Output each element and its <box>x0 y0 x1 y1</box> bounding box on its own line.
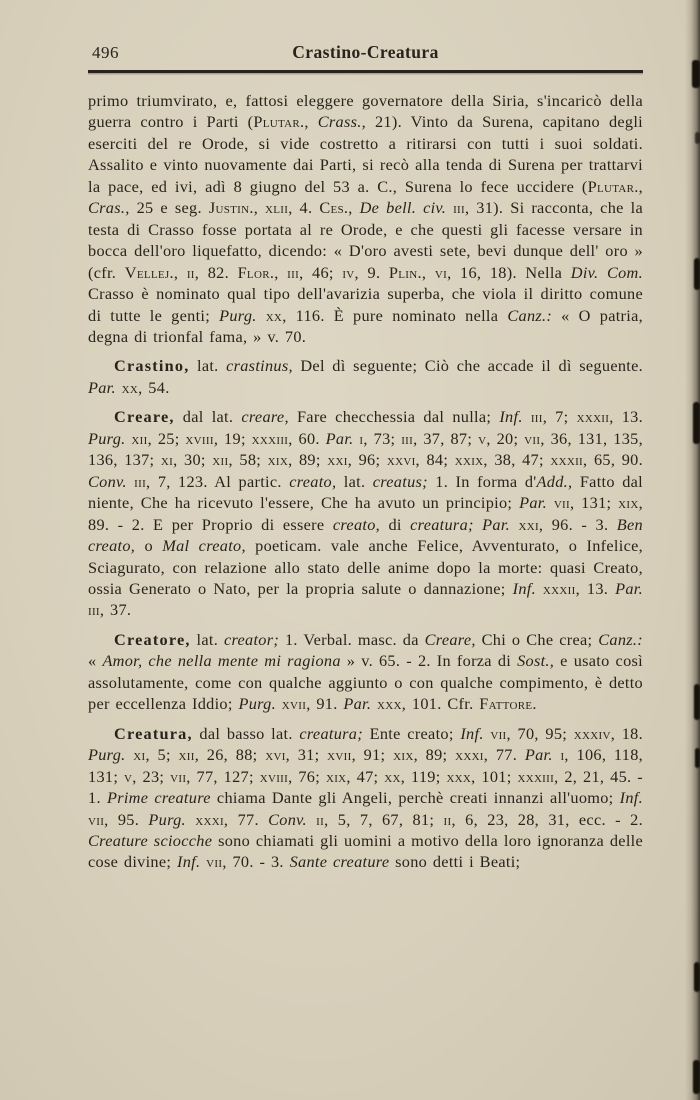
italic-text: Conv. <box>268 809 307 829</box>
entry-headword: Creare, <box>114 407 175 427</box>
text-run: , 131; <box>569 493 619 513</box>
small-caps-text: xxix <box>454 450 484 470</box>
text-run: , 30; <box>173 450 213 470</box>
italic-text: creare, <box>241 407 289 427</box>
text-run: , 26, 88; <box>194 745 266 765</box>
text-run: dal lat. <box>174 407 242 427</box>
text-run: , 31). Si racconta, che la testa di Crasso fosse portata al re Orode, e che questi gli facesse versare in bocca dell'oro liquefatto, dicendo: « D'oro avesti sete, bevi dunque dell' oro » (cfr. <box>88 198 643 282</box>
small-caps-text: vii <box>206 852 223 872</box>
text-run: , 5; <box>145 745 179 765</box>
text-run: , 25; <box>147 428 186 448</box>
small-caps-text: xvi <box>265 745 286 765</box>
italic-text: Purg. <box>88 745 126 765</box>
text-run: , 46; <box>299 262 343 282</box>
header-rule <box>88 70 643 73</box>
small-caps-text: xix <box>325 766 347 786</box>
text-run: sono detti i Beati; <box>389 852 521 872</box>
small-caps-text: i <box>359 428 364 448</box>
small-caps-text: ii <box>186 262 195 282</box>
small-caps-text: xxxiii <box>251 428 289 448</box>
italic-text: Creare, <box>424 629 476 649</box>
entry-headword: Creatore, <box>114 629 191 649</box>
text-run <box>279 263 288 282</box>
text-run: , 96; <box>347 450 387 470</box>
italic-text: Inf. <box>512 578 536 598</box>
small-caps-text: v <box>478 428 487 448</box>
small-caps-text: xxvi <box>386 450 416 470</box>
small-caps-text: xxxi <box>455 745 484 765</box>
text-run <box>258 198 265 217</box>
small-caps-text: Flor., <box>237 262 279 282</box>
text-run <box>536 579 543 598</box>
italic-text: Purg. <box>238 694 276 714</box>
text-run: , 95. <box>104 809 149 829</box>
text-run: Fatto dal niente, Che ha ricevuto l'essere, Che ha avuto un principio; <box>88 471 643 513</box>
text-run: Fare checchessia dal nulla; <box>288 407 500 427</box>
text-run: lat. <box>190 629 224 649</box>
text-run: , 7; <box>542 407 577 427</box>
small-caps-text: xii <box>212 450 229 470</box>
small-caps-text: iv <box>342 262 355 282</box>
text-run: , 6, 23, 28, 31, ecc. - 2. <box>451 809 643 829</box>
small-caps-text: xvii <box>327 745 352 765</box>
text-run <box>307 810 316 829</box>
entry-creatura <box>88 723 643 873</box>
small-caps-text: i <box>560 745 565 765</box>
small-caps-text: vii <box>88 809 105 829</box>
text-run: , 116. È pure nominato nella <box>282 305 508 325</box>
small-caps-text: xxxii <box>550 450 584 470</box>
scan-mark <box>693 402 700 444</box>
entry-creare <box>88 406 643 621</box>
text-run: , 101; <box>471 766 518 786</box>
text-run: , 119; <box>400 766 447 786</box>
text-run: , 77. <box>483 745 525 765</box>
scan-mark <box>693 1060 700 1094</box>
small-caps-text: xxxii <box>542 578 576 598</box>
italic-text: De bell. civ. <box>359 198 447 218</box>
italic-text: Canz.: <box>507 305 553 325</box>
italic-text: Canz.: <box>598 629 643 649</box>
text-run: , 77, 127; <box>186 766 260 786</box>
italic-text: Par. <box>615 578 643 598</box>
small-caps-text: xi <box>133 745 146 765</box>
text-run: , 2, 21, 45. - 1. <box>88 766 644 808</box>
small-caps-text: v <box>124 766 133 786</box>
italic-text: Inf. <box>177 852 201 872</box>
small-caps-text: vii <box>170 766 187 786</box>
small-caps-text: xx <box>121 377 139 397</box>
text-run <box>547 493 554 512</box>
italic-text: Par. <box>482 514 511 534</box>
italic-text: creato, <box>332 514 381 534</box>
text-run <box>257 306 266 325</box>
italic-text: Add., <box>536 471 573 491</box>
text-run: . <box>532 694 537 714</box>
text-run: , 36, 131, 135, 136, 137; <box>88 428 643 470</box>
page-header <box>88 42 643 66</box>
entry-creatore <box>88 629 643 715</box>
text-run <box>178 263 187 282</box>
text-run: , 58; <box>228 450 268 470</box>
italic-text: creatura; <box>299 723 363 743</box>
italic-text: Ben creato, <box>88 514 643 556</box>
italic-text: Purg. <box>219 305 257 325</box>
text-run <box>523 407 531 426</box>
text-run: , 77. <box>223 809 269 829</box>
entry-headword: Crastino, <box>114 356 190 376</box>
text-run: , 38, 47; <box>483 450 551 470</box>
italic-text: crastinus, <box>226 356 293 376</box>
small-caps-text: vii <box>490 723 507 743</box>
italic-text: Conv. <box>88 471 127 491</box>
text-run: , 19; <box>213 428 252 448</box>
scan-mark <box>695 748 700 768</box>
scan-mark <box>694 258 700 290</box>
scan-mark <box>694 684 700 720</box>
small-caps-text: xlii <box>265 198 289 218</box>
italic-text: creato, <box>289 471 337 491</box>
italic-text: Purg. <box>148 809 186 829</box>
small-caps-text: xvii <box>281 694 307 714</box>
text-run: , 20; <box>486 428 525 448</box>
text-run: dal basso lat. <box>192 723 300 743</box>
small-caps-text: xviii <box>185 428 214 448</box>
entry-headword: Creatura, <box>114 723 193 743</box>
italic-text: Inf. <box>619 788 643 808</box>
page-body <box>88 90 643 873</box>
page-number: 496 <box>92 43 119 62</box>
small-caps-text: Ces., <box>319 198 353 218</box>
text-run <box>353 198 360 217</box>
italic-text: creatus; <box>372 471 428 491</box>
text-run: , 7, 123. Al partic. <box>146 471 290 491</box>
small-caps-text: xx <box>265 305 283 325</box>
text-run: 1. Verbal. masc. da <box>279 629 425 649</box>
small-caps-text: xix <box>393 745 414 765</box>
text-run: , 47; <box>346 766 385 786</box>
small-caps-text: iii <box>287 262 300 282</box>
small-caps-text: iii <box>134 471 147 491</box>
text-run: , 91; <box>351 745 394 765</box>
text-run: 1. In forma d' <box>427 471 537 491</box>
entry-crastino <box>88 355 643 398</box>
text-run: « O patria, degna di trionfal fama, » v. 70. <box>88 305 643 346</box>
small-caps-text: xxx <box>446 766 472 786</box>
small-caps-text: vi <box>434 262 448 282</box>
text-run: e usato così assolutamente, come con qualche aggiunto o con qualche compimento, è detto per eccellenza Iddio; <box>88 651 643 714</box>
text-run: , 18. <box>610 723 643 743</box>
small-caps-text: xxxii <box>576 407 610 427</box>
small-caps-text: xii <box>178 745 195 765</box>
italic-text: Par. <box>519 493 547 513</box>
text-run: , <box>638 176 643 196</box>
small-caps-text: xii <box>131 428 148 448</box>
small-caps-text: xxx <box>377 694 402 714</box>
text-run: , 37. <box>99 600 132 620</box>
small-caps-text: Fattore <box>479 694 533 714</box>
text-run: Chi o Che crea; <box>475 629 599 649</box>
small-caps-text: ii <box>316 809 325 829</box>
text-run: , 84; <box>415 450 455 470</box>
scan-mark <box>694 962 700 992</box>
italic-text: Creature sciocche <box>88 830 213 850</box>
text-run: , 23; <box>132 766 171 786</box>
paragraph-crasso-continuation <box>88 90 643 347</box>
text-run: , 5, 7, 67, 81; <box>324 809 444 829</box>
italic-text: Div. Com. <box>570 262 643 282</box>
italic-text: Inf. <box>460 723 484 743</box>
italic-text: Sante creature <box>289 852 390 872</box>
text-run: primo triumvirato, e, fattosi eleggere governatore della Siria, s'incaricò della guerra contro i Parti ( <box>88 91 643 132</box>
text-run: chiama Dante gli Angeli, perchè creati innanzi all'uomo; <box>210 788 620 808</box>
text-run: , 4. <box>288 198 320 218</box>
text-run: lat. <box>336 471 373 491</box>
italic-text: Crass., <box>317 112 367 132</box>
italic-text: Mal creato, <box>162 536 246 556</box>
small-caps-text: xix <box>267 450 289 470</box>
small-caps-text: vii <box>553 493 570 513</box>
text-run: , 65, 90. <box>583 450 643 470</box>
text-run <box>474 515 482 534</box>
text-run: , 13. <box>609 407 643 427</box>
small-caps-text: vii <box>524 428 541 448</box>
text-run: « <box>88 651 103 671</box>
text-run: , 9. <box>354 262 389 282</box>
text-run: , 70, 95; <box>506 723 574 743</box>
italic-text: creator; <box>223 629 280 649</box>
italic-text: Par. <box>325 428 354 448</box>
text-run: , 89; <box>413 745 456 765</box>
text-run: , 96. - 3. <box>538 514 617 534</box>
small-caps-text: xxxi <box>195 809 224 829</box>
scan-mark <box>692 60 700 88</box>
text-run: , 91. <box>306 694 344 714</box>
page-edge-shadow <box>685 0 700 1100</box>
text-run: 21). Vinto da Surena, capitano degli eserciti del re Orode, si vide costretto a ritirarsi con tutti i suoi soldati. Assalito e vinto nuovamente dai Parti, si recò alla tenda di Surena per trattarvi la pace, ed ivi, adì 8 giugno del 53 a. C., Surena lo fece uccidere ( <box>88 112 644 196</box>
italic-text: creatura; <box>410 514 474 534</box>
text-run: o <box>135 536 163 556</box>
text-run: , 101. Cfr. <box>401 694 480 714</box>
italic-text: Amor, che nella mente mi ragiona <box>102 651 341 671</box>
small-caps-text: xx <box>384 766 401 786</box>
text-run: , 76; <box>288 766 326 786</box>
small-caps-text: xi <box>160 450 174 470</box>
small-caps-text: Vellej., <box>124 262 179 282</box>
running-title: Crastino-Creatura <box>292 42 439 62</box>
text-run: , 70. - 3. <box>222 852 290 872</box>
small-caps-text: iii <box>88 600 100 620</box>
small-caps-text: xix <box>618 493 639 513</box>
small-caps-text: xxxiii <box>517 766 555 786</box>
small-caps-text: Plutar. <box>253 112 305 132</box>
text-run: 25 e seg. <box>129 198 209 218</box>
small-caps-text: xviii <box>259 766 289 786</box>
text-run: di <box>380 514 411 534</box>
italic-text: Par. <box>343 694 372 714</box>
small-caps-text: Plutar. <box>587 176 639 196</box>
italic-text: Purg. <box>88 428 126 448</box>
text-run: Del dì seguente; Ciò che accade il dì seguente. <box>292 356 644 376</box>
text-run: , 54. <box>138 377 170 397</box>
small-caps-text: Plin., <box>388 262 427 282</box>
small-caps-text: xxi <box>327 450 348 470</box>
small-caps-text: iii <box>530 407 543 427</box>
text-run: , 89; <box>288 450 328 470</box>
text-run: , 82. <box>194 262 238 282</box>
scan-mark <box>695 132 700 144</box>
small-caps-text: iii <box>401 428 414 448</box>
text-run: Crasso è nominato qual tipo dell'avarizia superba, che viola il diritto comune di tutte le genti; <box>88 284 643 325</box>
text-run: , 106, 118, 131; <box>88 745 644 786</box>
italic-text: Inf. <box>499 407 523 427</box>
text-run: lat. <box>189 356 227 376</box>
text-run: , 31; <box>285 745 328 765</box>
small-caps-text: iii <box>453 198 465 218</box>
text-run: poeticam. vale anche Felice, Avventurato, o Infelice, Sciagurato, con relazione allo stato delle anime dopo la morte: quasi Creato, ossia Generato o Nato, per la propria salute o dannazione; <box>88 536 643 598</box>
italic-text: Par. <box>88 377 116 397</box>
text-run <box>186 810 195 829</box>
text-run: , 89. - 2. E per Proprio di essere <box>88 493 643 534</box>
text-run: , 37, 87; <box>413 428 479 448</box>
italic-text: Prime creature <box>106 788 211 808</box>
small-caps-text: xxxiv <box>573 723 611 743</box>
text-run: , 16, 18). Nella <box>447 262 571 282</box>
text-run: » v. 65. - 2. In forza di <box>340 651 518 671</box>
small-caps-text: xxi <box>518 514 539 534</box>
text-run: , 60. <box>288 428 326 448</box>
text-run: , 73; <box>363 428 402 448</box>
small-caps-text: Justin., <box>208 198 259 218</box>
text-run: , 13. <box>575 578 616 598</box>
italic-text: Cras., <box>88 198 130 218</box>
text-run: Ente creato; <box>362 723 461 743</box>
italic-text: Par. <box>524 745 553 765</box>
text-run <box>426 263 435 282</box>
italic-text: Sost., <box>517 651 555 671</box>
small-caps-text: ii <box>443 809 452 829</box>
text-run: , <box>304 112 318 132</box>
text-run: sono chiamati gli uomini a motivo della loro ignoranza delle cose divine; <box>88 830 643 872</box>
